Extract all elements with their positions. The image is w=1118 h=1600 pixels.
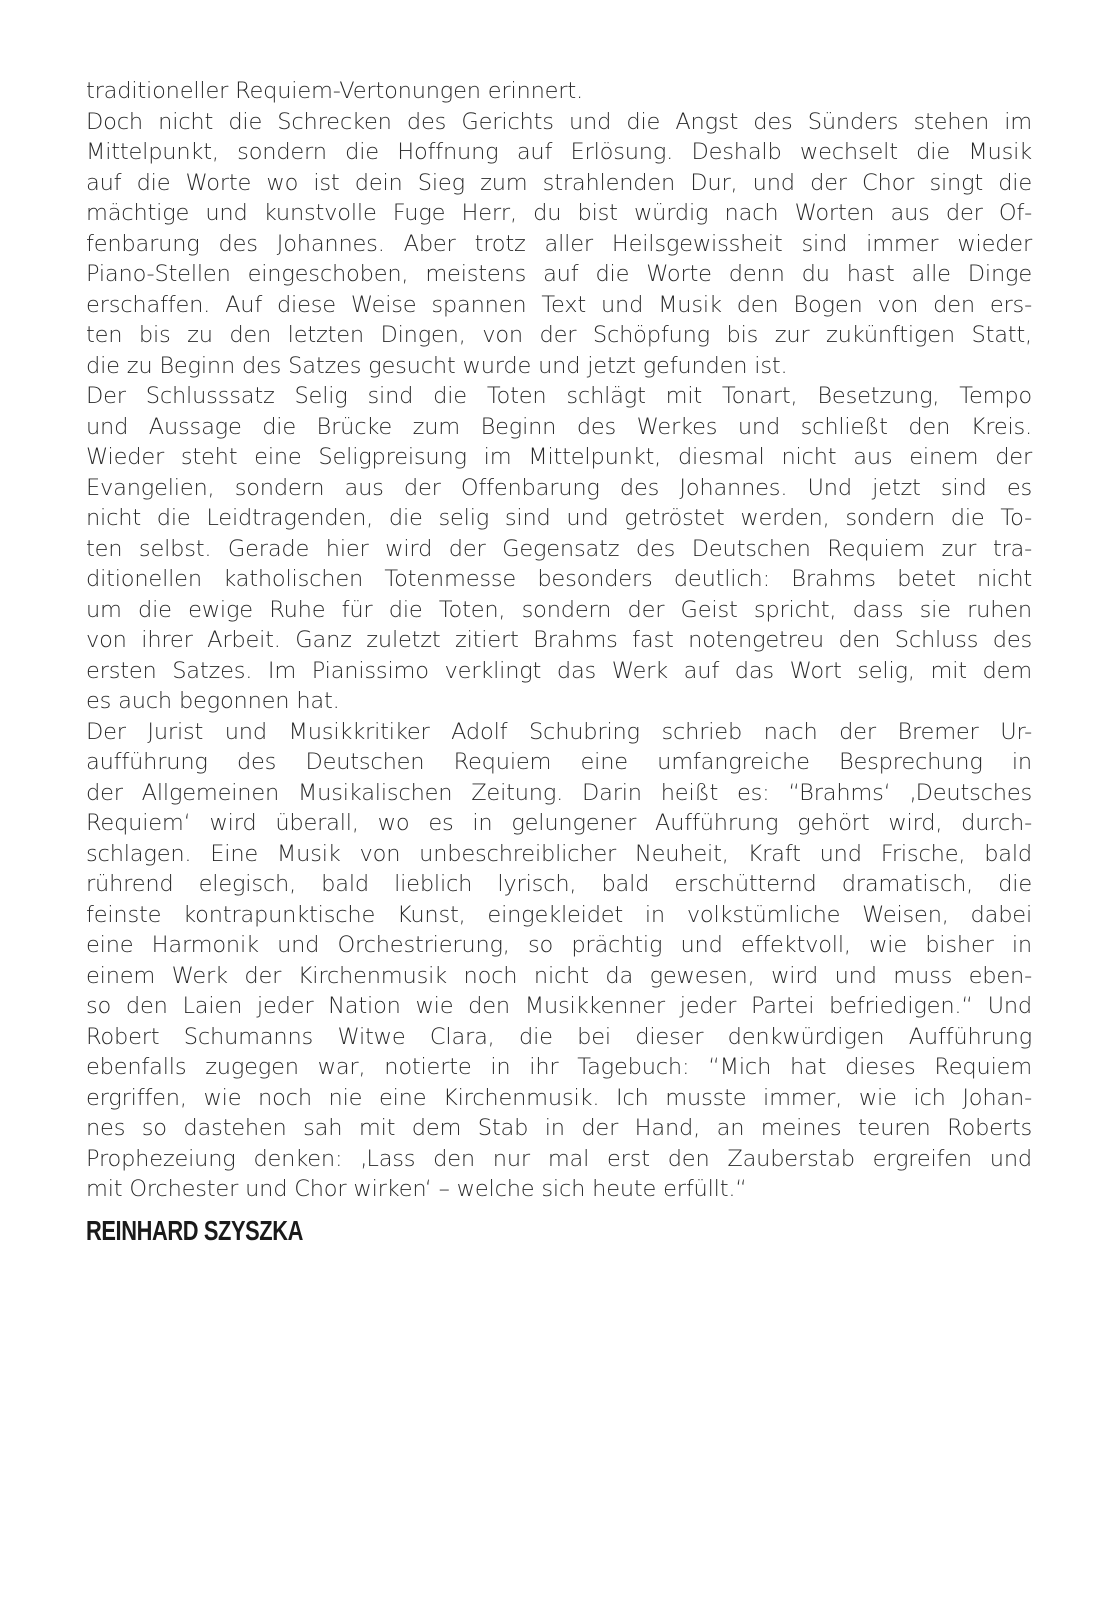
text-line: Der Jurist und Musikkritiker Adolf Schubring schrieb nach der Bremer Ur- [86, 718, 1032, 745]
text-line: von ihrer Arbeit. Ganz zuletzt zitiert Brahms fast notengetreu den Schluss des [86, 627, 1032, 653]
text-line: um die ewige Ruhe für die Toten, sondern der Geist spricht, dass sie ruhen [86, 596, 1032, 623]
text-line: Mittelpunkt, sondern die Hoffnung auf Erlösung. Deshalb wechselt die Musik [86, 139, 1032, 165]
text-line: Doch nicht die Schrecken des Gerichts und die Angst des Sünders stehen im [86, 108, 1032, 135]
text-line: nicht die Leidtragenden, die selig sind und getröstet werden, sondern die To- [86, 505, 1032, 531]
text-line: ten bis zu den letzten Dingen, von der Schöpfung bis zur zukünftigen Statt, [86, 322, 1032, 348]
text-line: der Allgemeinen Musikalischen Zeitung. Darin heißt es: “Brahms‘ ‚Deutsches [86, 779, 1032, 806]
text-line: auf die Worte wo ist dein Sieg zum strahlenden Dur, und der Chor singt die [86, 169, 1032, 196]
text-line: es auch begonnen hat. [86, 688, 340, 714]
text-line: rührend elegisch, bald lieblich lyrisch, bald erschütternd dramatisch, die [86, 871, 1032, 897]
article-body [86, 76, 1032, 1205]
text-line: Der Schlusssatz Selig sind die Toten schlägt mit Tonart, Besetzung, Tempo [86, 383, 1032, 409]
text-line: erschaffen. Auf diese Weise spannen Text und Musik den Bogen von den ers- [86, 291, 1032, 318]
text-line: schlagen. Eine Musik von unbeschreiblicher Neuheit, Kraft und Frische, bald [86, 840, 1032, 867]
text-line: Prophezeiung denken: ‚Lass den nur mal erst den Zauberstab ergreifen und [86, 1145, 1032, 1172]
text-line: ebenfalls zugegen war, notierte in ihr Tagebuch: “Mich hat dieses Requiem [86, 1054, 1032, 1080]
text-line: einem Werk der Kirchenmusik noch nicht da gewesen, wird und muss eben- [86, 962, 1032, 989]
text-line: traditioneller Requiem-Vertonungen erinnert. [86, 78, 583, 104]
paragraph [86, 381, 1032, 717]
text-line: ergriffen, wie noch nie eine Kirchenmusik. Ich musste immer, wie ich Johan- [86, 1084, 1032, 1111]
paragraph [86, 717, 1032, 1205]
text-line: fenbarung des Johannes. Aber trotz aller Heilsgewissheit sind immer wieder [86, 230, 1032, 257]
text-line: ersten Satzes. Im Pianissimo verklingt das Werk auf das Wort selig, mit dem [86, 657, 1032, 684]
text-line: mit Orchester und Chor wirken‘ – welche sich heute erfüllt.“ [86, 1176, 747, 1202]
text-line: nes so dastehen sah mit dem Stab in der Hand, an meines teuren Roberts [86, 1115, 1032, 1141]
author-name: REINHARD SZYSZKA [86, 1214, 304, 1246]
text-line: ten selbst. Gerade hier wird der Gegensatz des Deutschen Requiem zur tra- [86, 535, 1032, 562]
text-line: ditionellen katholischen Totenmesse besonders deutlich: Brahms betet nicht [86, 566, 1032, 592]
document-page [86, 76, 1032, 1247]
text-line: aufführung des Deutschen Requiem eine umfangreiche Besprechung in [86, 749, 1032, 775]
text-line: so den Laien jeder Nation wie den Musikkenner jeder Partei befriedigen.“ Und [86, 993, 1032, 1019]
text-line: Robert Schumanns Witwe Clara, die bei dieser denkwürdigen Aufführung [86, 1023, 1032, 1050]
text-line: Wieder steht eine Seligpreisung im Mittelpunkt, diesmal nicht aus einem der [86, 444, 1032, 470]
text-line: und Aussage die Brücke zum Beginn des Werkes und schließt den Kreis. [86, 413, 1032, 440]
text-line: Piano-Stellen eingeschoben, meistens auf die Worte denn du hast alle Dinge [86, 261, 1032, 287]
text-line: Requiem‘ wird überall, wo es in gelungener Aufführung gehört wird, durch- [86, 810, 1032, 836]
text-line: mächtige und kunstvolle Fuge Herr, du bist würdig nach Worten aus der Of- [86, 200, 1032, 226]
text-line: Evangelien, sondern aus der Offenbarung des Johannes. Und jetzt sind es [86, 474, 1032, 501]
paragraph [86, 76, 1032, 107]
paragraph [86, 107, 1032, 382]
text-line: eine Harmonik und Orchestrierung, so prächtig und effektvoll, wie bisher in [86, 932, 1032, 958]
text-line: die zu Beginn des Satzes gesucht wurde und jetzt gefunden ist. [86, 352, 788, 379]
text-line: feinste kontrapunktische Kunst, eingekleidet in volkstümliche Weisen, dabei [86, 901, 1032, 928]
